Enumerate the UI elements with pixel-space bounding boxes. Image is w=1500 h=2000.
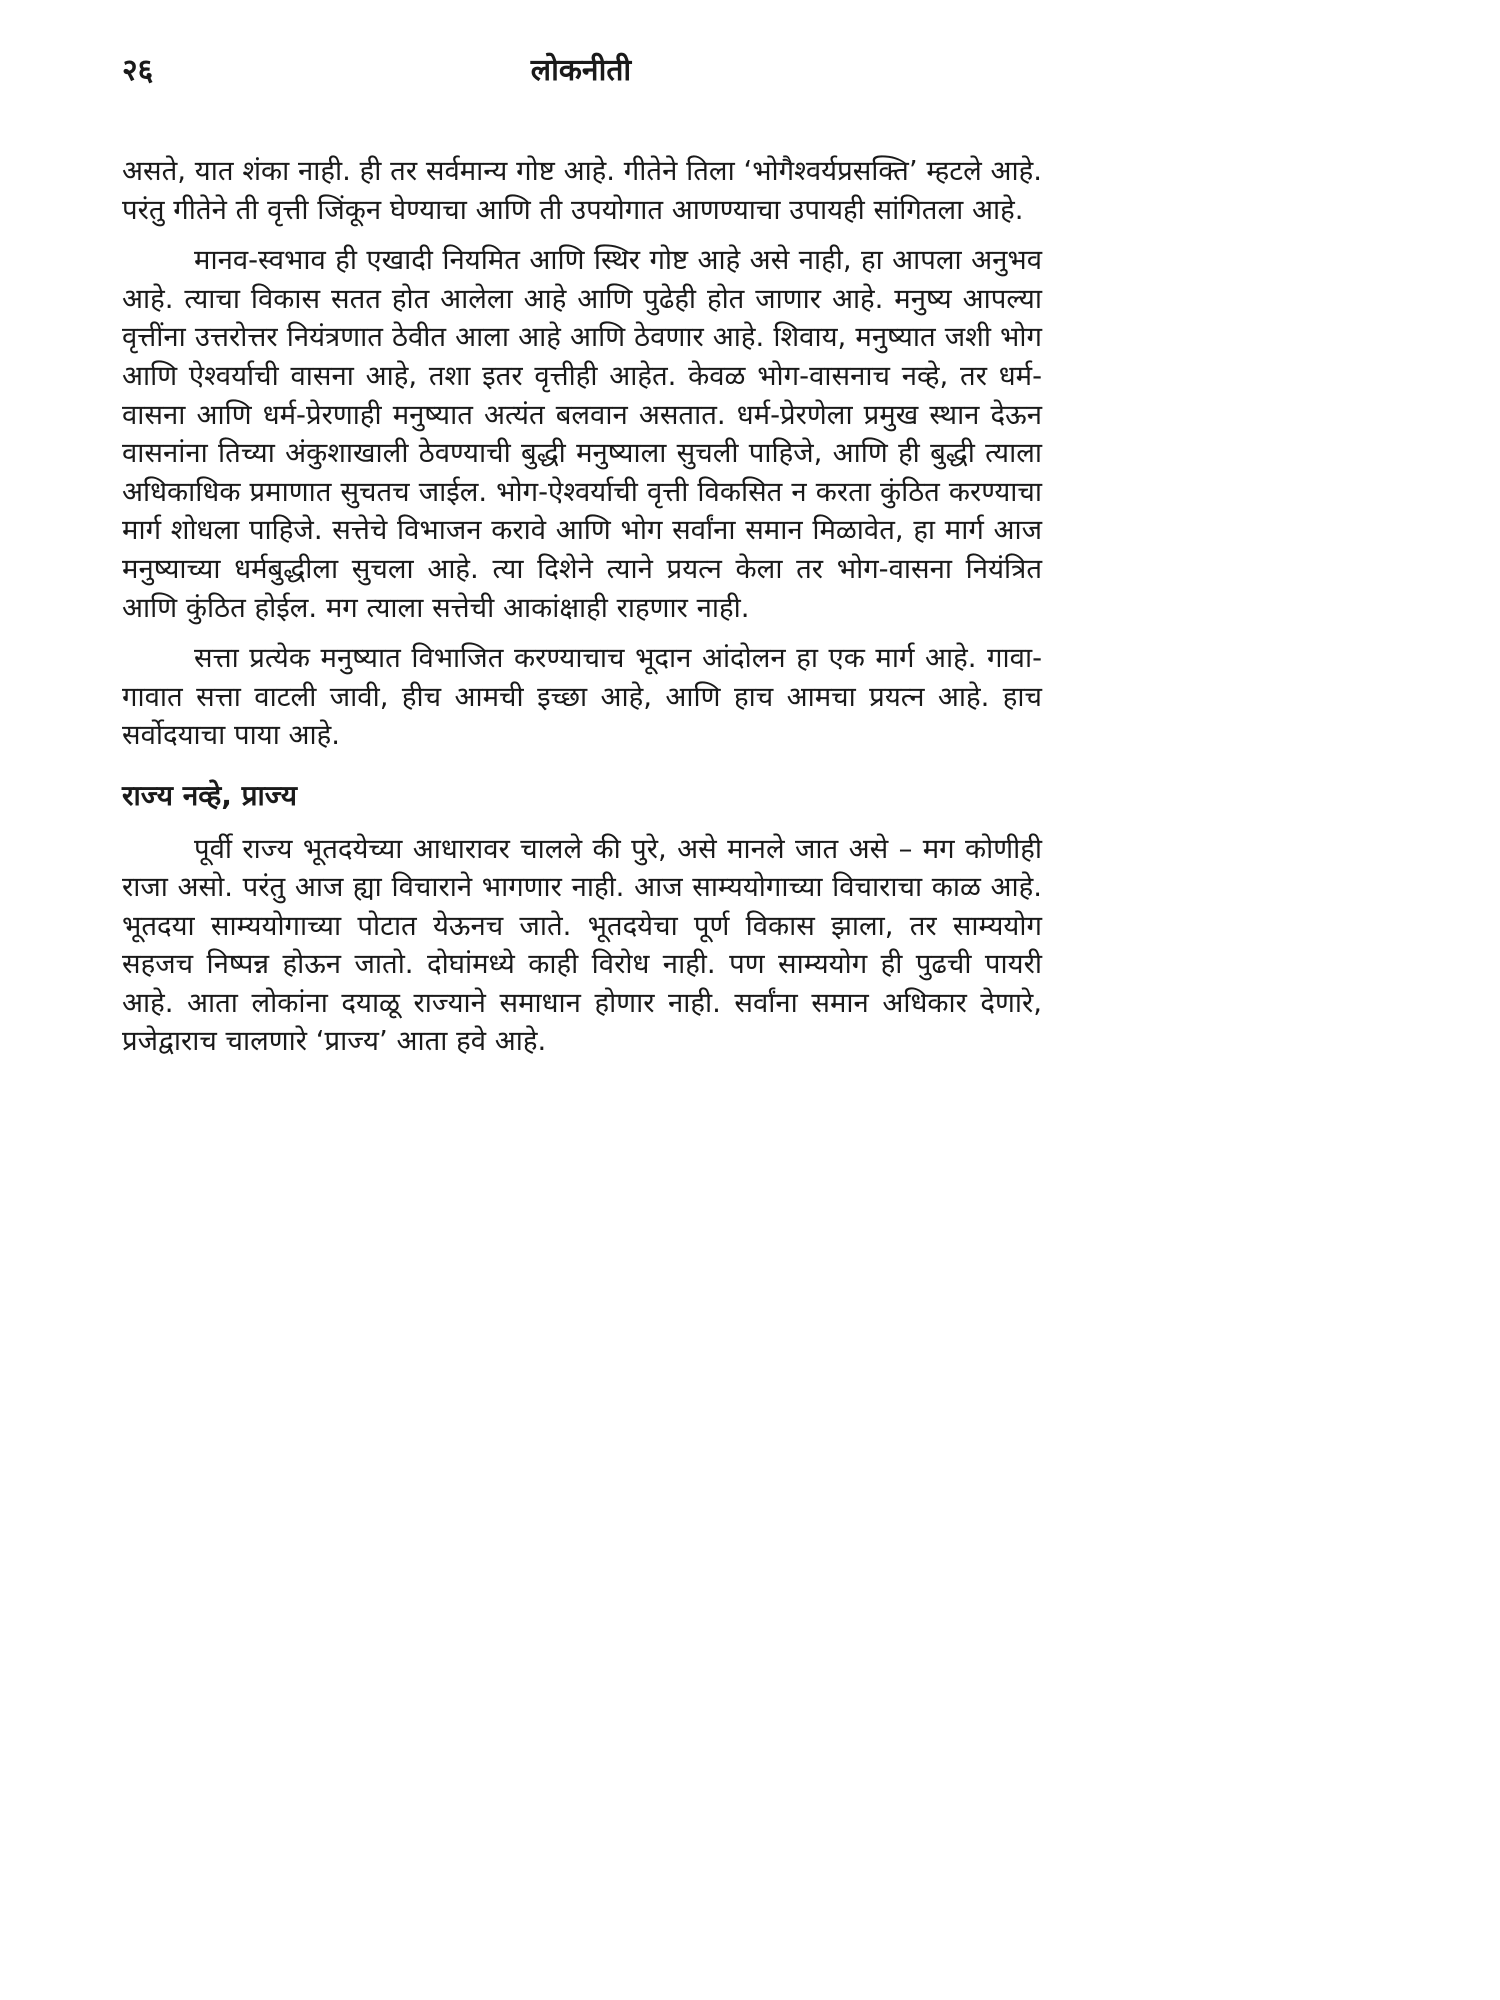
section-heading: राज्य नव्हे, प्राज्य xyxy=(122,778,298,812)
paragraph-prajya: पूर्वी राज्य भूतदयेच्या आधारावर चालले की पुरे, असे मानले जात असे – मग कोणीही राजा असो. परंतु आज ह्या विचाराने भागणार नाही. आज साम्ययोगाच्या विचाराचा काळ आहे. भूतदया साम्ययोगाच्या पोटात येऊनच जाते. भूतदयेचा पूर्ण विकास झाला, तर साम्ययोग सहजच निष्पन्न होऊन जातो. दोघांमध्ये काही विरोध नाही. पण साम्ययोग ही पुढची पायरी आहे. आता लोकांना दयाळू राज्याने समाधान होणार नाही. सर्वांना समान अधिकार देणारे, प्रजेद्वाराच चालणारे ‘प्राज्य’ आता हवे आहे. xyxy=(122,832,1042,1058)
book-title: लोकनीती xyxy=(530,53,632,88)
body-text xyxy=(122,152,1042,1073)
paragraph-bhoodan: सत्ता प्रत्येक मनुष्यात विभाजित करण्याचाच भूदान आंदोलन हा एक मार्ग आहे. गावा-गावात सत्ता वाटली जावी, हीच आमची इच्छा आहे, आणि हाच आमचा प्रयत्न आहे. हाच सर्वोदयाचा पाया आहे. xyxy=(122,642,1042,752)
paragraph-human-nature: मानव-स्वभाव ही एखादी नियमित आणि स्थिर गोष्ट आहे असे नाही, हा आपला अनुभव आहे. त्याचा विकास सतत होत आलेला आहे आणि पुढेही होत जाणार आहे. मनुष्य आपल्या वृत्तींना उत्तरोत्तर नियंत्रणात ठेवीत आला आहे आणि ठेवणार आहे. शिवाय, मनुष्यात जशी भोग आणि ऐश्वर्याची वासना आहे, तशा इतर वृत्तीही आहेत. केवळ भोग-वासनाच नव्हे, तर धर्म-वासना आणि धर्म-प्रेरणाही मनुष्यात अत्यंत बलवान असतात. धर्म-प्रेरणेला प्रमुख स्थान देऊन वासनांना तिच्या अंकुशाखाली ठेवण्याची बुद्धी मनुष्याला सुचली पाहिजे, आणि ही बुद्धी त्याला अधिकाधिक प्रमाणात सुचतच जाईल. भोग-ऐश्वर्याची वृत्ती विकसित न करता कुंठित करण्याचा मार्ग शोधला पाहिजे. सत्तेचे विभाजन करावे आणि भोग सर्वांना समान मिळावेत, हा मार्ग आज मनुष्याच्या धर्मबुद्धीला सुचला आहे. त्या दिशेने त्याने प्रयत्न केला तर भोग-वासना नियंत्रित आणि कुंठित होईल. मग त्याला सत्तेची आकांक्षाही राहणार नाही. xyxy=(122,244,1042,624)
running-header xyxy=(122,48,1040,92)
page-number: २६ xyxy=(122,53,154,88)
paragraph-continued: असते, यात शंका नाही. ही तर सर्वमान्य गोष्ट आहे. गीतेने तिला ‘भोगैश्वर्यप्रसक्ति’ म्हटले आहे. परंतु गीतेने ती वृत्ती जिंकून घेण्याचा आणि ती उपयोगात आणण्याचा उपायही सांगितला आहे. xyxy=(122,155,1042,226)
